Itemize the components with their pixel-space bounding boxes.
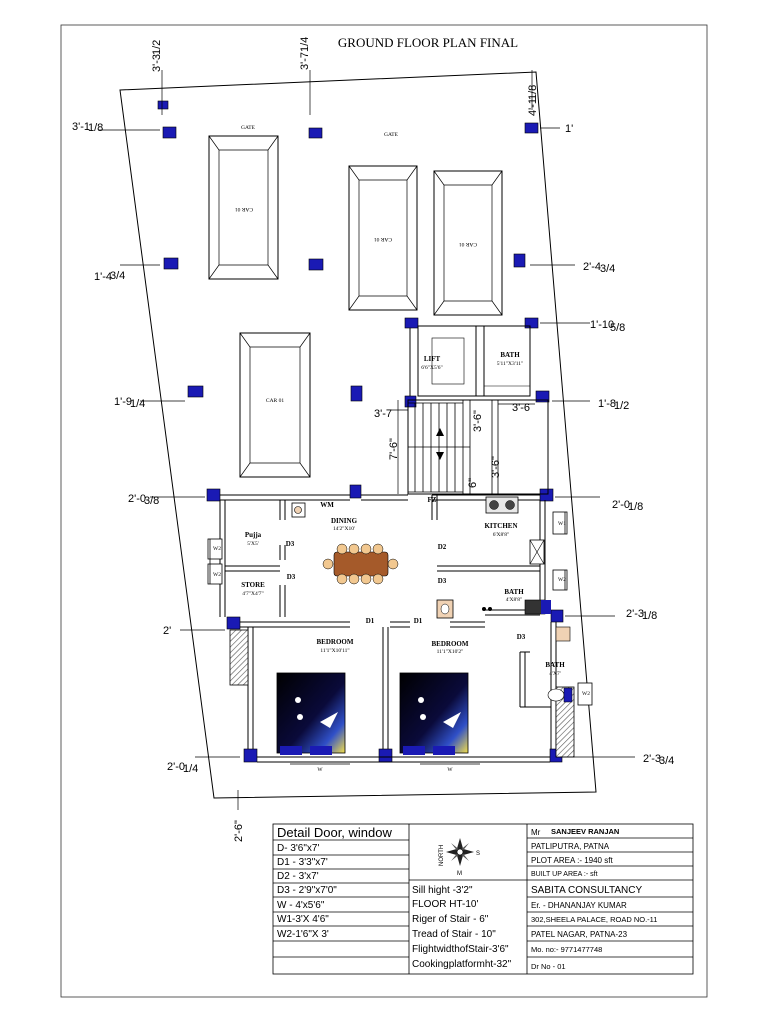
dim-top-right-frac: 1/8	[527, 84, 539, 100]
sheet-border	[61, 25, 707, 997]
bath-mid-label: BATH	[504, 588, 524, 596]
duct-left	[230, 630, 248, 685]
page-title: GROUND FLOOR PLAN FINAL	[337, 35, 519, 50]
window-w-left: W	[317, 767, 323, 773]
dim-car-right: 2'-4	[583, 261, 601, 273]
dining-size: 14'2"X10'	[333, 526, 355, 532]
dim-car-left-frac: 3/4	[110, 270, 126, 282]
door-window-row-4: D3 - 2'9"x7'0"	[277, 885, 337, 896]
bedroom-1-label: BEDROOM	[316, 638, 354, 646]
compass-s: S	[476, 851, 481, 857]
dim-car-left: 1'-4	[94, 271, 112, 283]
dim-bottom-right-frac: 3/4	[659, 755, 675, 767]
lift-size: 6'6"X5'6"	[421, 365, 443, 371]
north-compass	[439, 838, 480, 877]
door-d3-kitchen: D3	[437, 577, 447, 585]
bed-left	[277, 673, 345, 755]
dim-stair-w1: 3'-7	[374, 408, 392, 420]
window-w2-kitchen: W2	[558, 577, 566, 583]
dim-bottom-left: 2'-0	[167, 761, 185, 773]
window-w1: W1	[558, 521, 566, 527]
compass-north: NORTH	[439, 844, 445, 866]
door-window-row-7: W2-1'6"X 3'	[277, 929, 329, 940]
bedroom-2-label: BEDROOM	[431, 640, 469, 648]
compass-m: M	[457, 871, 462, 877]
dim-gate-left: 3'-1	[72, 121, 90, 133]
bath-mid-size: 4'X8'8"	[505, 597, 523, 603]
store-label: STORE	[241, 581, 265, 589]
dim-store-left: 2'	[163, 625, 172, 637]
door-window-row-2: D1 - 3'3"x7'	[277, 857, 328, 868]
dim-wm-left-frac: 3/8	[144, 495, 160, 507]
bath-low-size: 4'X7'	[549, 671, 561, 677]
wm-label: WM	[320, 501, 334, 509]
dim-kitchen-right: 2'-0	[612, 499, 630, 511]
car-1	[209, 136, 278, 279]
car-3	[434, 171, 502, 315]
stair-arrow-1	[436, 428, 444, 436]
door-window-row-6: W1-3'X 4'6"	[277, 914, 329, 925]
pujja-label: Pujja	[244, 531, 262, 539]
dim-top-mid-frac: 1/4	[299, 36, 311, 52]
spec-tread: Tread of Stair - 10"	[412, 929, 496, 940]
door-d3-bath: D3	[516, 633, 526, 641]
dim-stair-in3: 6"	[467, 477, 479, 488]
dim-bottom-margin: 2'-6"	[233, 820, 245, 842]
dim-stair-w2: 3'-6	[512, 402, 530, 414]
store-size: 4'7"X4'7"	[242, 591, 264, 597]
spec-flight-width: FlightwidthofStair-3'6"	[412, 944, 509, 955]
bath-low-label: BATH	[545, 661, 565, 669]
dim-gate-left-frac: 1/8	[88, 122, 104, 134]
bedroom-2-size: 11'1"X10'2"	[436, 649, 464, 655]
gate-label-2: GATE	[383, 132, 399, 138]
bath-top-size: 5'11"X3'11"	[496, 361, 524, 367]
door-d2: D2	[437, 543, 447, 551]
door-window-row-3: D2 - 3'x7'	[277, 871, 319, 882]
stair-arrow-2	[436, 452, 444, 460]
dim-stair-h: 7'-6"	[388, 438, 400, 460]
door-window-row-1: D- 3'6"x7'	[277, 843, 320, 854]
car-2-label: CAR 01	[373, 236, 393, 242]
gate-label-1: GATE	[240, 125, 256, 131]
drawing-number: Dr No - 01	[531, 962, 566, 971]
dining-table	[323, 544, 398, 584]
dim-car-right-frac: 3/4	[600, 263, 616, 275]
dim-bottom-right: 2'-3	[643, 753, 661, 765]
dim-wm-left: 2'-0	[128, 493, 146, 505]
car-4	[240, 333, 310, 477]
car-4-label: CAR 01	[265, 398, 285, 404]
dim-car2-left: 1'-9	[114, 396, 132, 408]
dim-stair-in1: 3'-6"	[472, 410, 484, 432]
kitchen-size: 6'X8'8"	[492, 532, 510, 538]
dim-kitchen-right-frac: 1/8	[628, 501, 644, 513]
consultant-addr-1: 302,SHEELA PALACE, ROAD NO.-11	[531, 915, 658, 924]
client-built-up: BUILT UP AREA :- sft	[531, 871, 598, 878]
client-mr: Mr	[531, 828, 541, 837]
window-w2-store: W2	[213, 572, 221, 578]
dim-gate-right: 1'	[565, 123, 574, 135]
pujja-size: 5'X5'	[247, 541, 259, 547]
door-window-row-5: W - 4'x5'6"	[277, 900, 325, 911]
wm-fixture	[292, 503, 305, 517]
window-w2-left: W2	[213, 546, 221, 552]
dim-top-mid: 3'-7	[299, 52, 311, 70]
dim-stair-right-frac: 1/2	[614, 400, 630, 412]
consultant-engineer: Er. - DHANANJAY KUMAR	[531, 901, 627, 910]
kitchen-label: KITCHEN	[484, 522, 518, 530]
dim-top-right: 4'-1	[527, 98, 539, 116]
window-w-right: W	[447, 767, 453, 773]
dim-bath-right-frac: 1/8	[642, 610, 658, 622]
consultant-mobile: Mo. no:- 9771477748	[531, 945, 603, 954]
consultant-name: SABITA CONSULTANCY	[531, 885, 643, 896]
dim-bottom-left-frac: 1/4	[183, 763, 199, 775]
spec-floor-height: FLOOR HT-10'	[412, 899, 479, 910]
car-3-label: CAR 01	[458, 241, 478, 247]
dim-top-left: 3'-3	[151, 54, 163, 72]
bath-top-label: BATH	[500, 351, 520, 359]
lift-label: LIFT	[423, 355, 441, 363]
consultant-addr-2: PATEL NAGAR, PATNA-23	[531, 930, 628, 939]
dim-car2-left-frac: 1/4	[130, 398, 146, 410]
client-plot-area: PLOT AREA :- 1940 sft	[531, 856, 613, 865]
bedroom-1-size: 11'1"X10'11"	[320, 648, 350, 654]
kitchen-sink	[530, 540, 544, 564]
spec-cooking-platform: Cookingplatformht-32"	[412, 959, 512, 970]
client-address: PATLIPUTRA, PATNA	[531, 842, 610, 851]
door-d3-store: D3	[286, 573, 296, 581]
dim-lift-right-frac: 5/8	[610, 322, 626, 334]
spec-sill-height: Sill hight -3'2"	[412, 885, 473, 896]
door-window-header: Detail Door, window	[277, 825, 392, 840]
car-2	[349, 166, 417, 310]
client-name: SANJEEV RANJAN	[551, 827, 620, 836]
door-d3-pujja: D3	[285, 540, 295, 548]
bed-right	[400, 673, 468, 755]
spec-riser: Riger of Stair - 6"	[412, 914, 489, 925]
dim-top-left-frac: 1/2	[151, 39, 163, 55]
door-d1-left: D1	[365, 617, 375, 625]
dining-label: DINING	[330, 517, 358, 525]
door-d1-right: D1	[413, 617, 423, 625]
window-w2-bath: W2	[582, 691, 590, 697]
dim-bath-right: 2'-3	[626, 608, 644, 620]
dim-lift-right: 1'-10	[590, 319, 615, 331]
dim-stair-right: 1'-8	[598, 398, 616, 410]
kitchen-stove	[486, 497, 518, 513]
car-1-label: CAR 01	[234, 206, 254, 212]
dim-stair-in2: 3'-6"	[490, 456, 502, 478]
fz-label: FZ	[427, 496, 437, 504]
